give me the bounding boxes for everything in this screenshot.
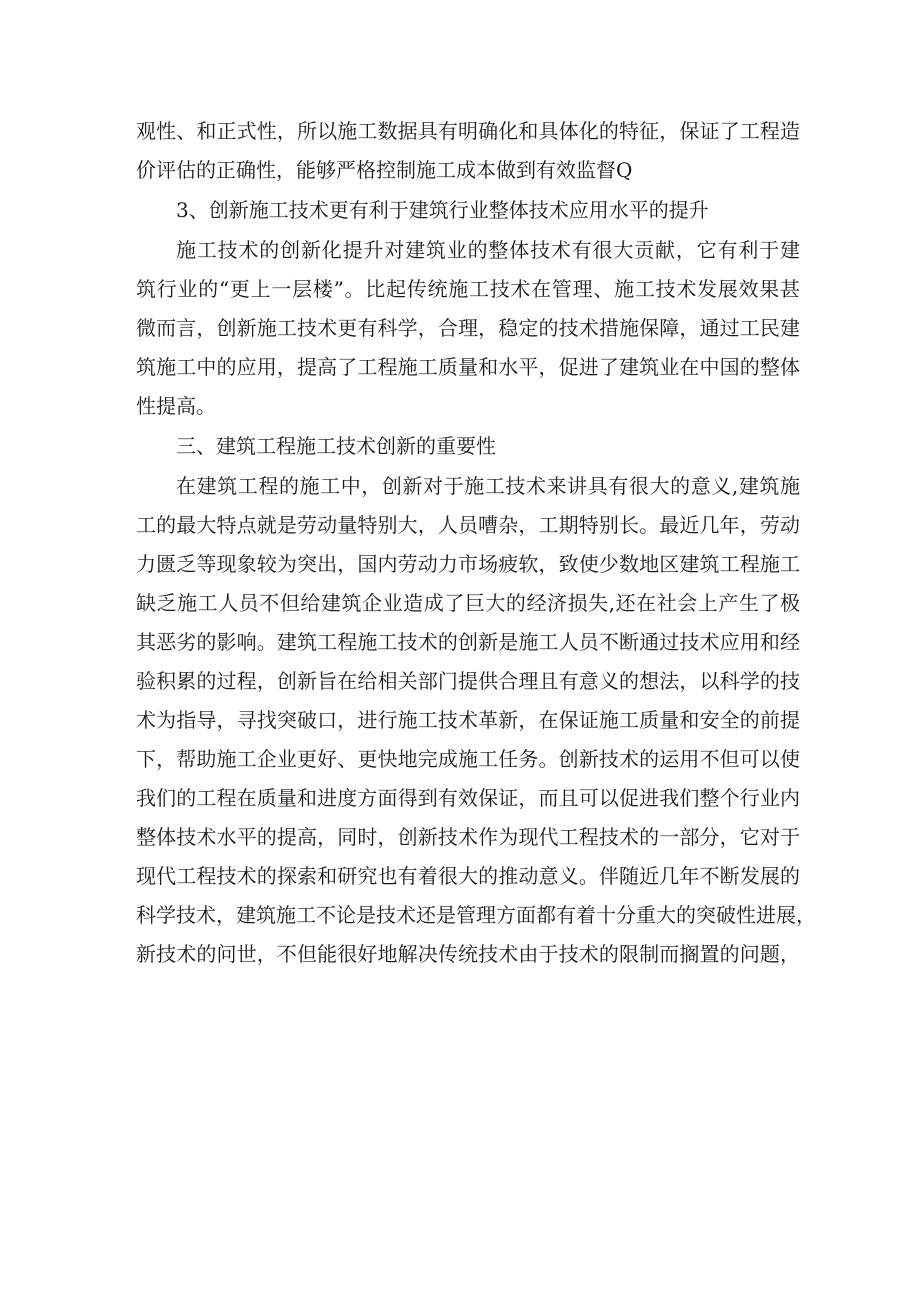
section-heading xyxy=(136,191,800,230)
paragraph-line: 观性、和正式性，所以施工数据具有明确化和具体化的特征，保证了工程造 xyxy=(136,119,800,143)
paragraph-line: 新技术的问世，不但能很好地解决传统技术由于技术的限制而搁置的问题， xyxy=(136,942,800,966)
paragraph-line: 性提高。 xyxy=(136,394,216,418)
heading-line: 3、创新施工技术更有利于建筑行业整体技术应用水平的提升 xyxy=(176,198,709,222)
paragraph-line: 科学技术，建筑施工不论是技术还是管理方面都有着十分重大的突破性进展， xyxy=(136,903,816,927)
paragraph-line: 其恶劣的影响。建筑工程施工技术的创新是施工人员不断通过技术应用和经 xyxy=(136,630,800,654)
paragraph xyxy=(136,112,800,190)
paragraph-line: 筑行业的“更上一层楼”。比起传统施工技术在管理、施工技术发展效果甚 xyxy=(136,277,800,301)
paragraph-line: 施工技术的创新化提升对建筑业的整体技术有很大贡献，它有利于建 xyxy=(176,238,800,262)
paragraph-line: 整体技术水平的提高，同时，创新技术作为现代工程技术的一部分，它对于 xyxy=(136,825,800,849)
document-body xyxy=(136,112,816,974)
paragraph-line: 微而言，创新施工技术更有科学，合理，稳定的技术措施保障，通过工民建 xyxy=(136,316,800,340)
heading-line: 三、建筑工程施工技术创新的重要性 xyxy=(176,434,496,458)
paragraph-line: 下，帮助施工企业更好、更快地完成施工任务。创新技术的运用不但可以使 xyxy=(136,747,800,771)
paragraph xyxy=(136,467,816,974)
paragraph-line: 筑施工中的应用，提高了工程施工质量和水平，促进了建筑业在中国的整体 xyxy=(136,355,800,379)
paragraph-line: 在建筑工程的施工中，创新对于施工技术来讲具有很大的意义,建筑施 xyxy=(176,474,800,498)
paragraph-line: 价评估的正确性，能够严格控制施工成本做到有效监督Q xyxy=(136,158,633,182)
paragraph-line: 我们的工程在质量和进度方面得到有效保证，而且可以促进我们整个行业内 xyxy=(136,786,800,810)
paragraph-line: 术为指导，寻找突破口，进行施工技术革新，在保证施工质量和安全的前提 xyxy=(136,708,800,732)
section-heading xyxy=(136,427,800,466)
paragraph-line: 工的最大特点就是劳动量特别大，人员嘈杂，工期特别长。最近几年，劳动 xyxy=(136,513,800,537)
paragraph-line: 缺乏施工人员不但给建筑企业造成了巨大的经济损失,还在社会上产生了极 xyxy=(136,591,800,615)
paragraph-line: 力匮乏等现象较为突出，国内劳动力市场疲软，致使少数地区建筑工程施工 xyxy=(136,552,800,576)
paragraph-line: 现代工程技术的探索和研究也有着很大的推动意义。伴随近几年不断发展的 xyxy=(136,864,800,888)
paragraph-line: 验积累的过程，创新旨在给相关部门提供合理且有意义的想法，以科学的技 xyxy=(136,669,800,693)
paragraph xyxy=(136,231,800,426)
